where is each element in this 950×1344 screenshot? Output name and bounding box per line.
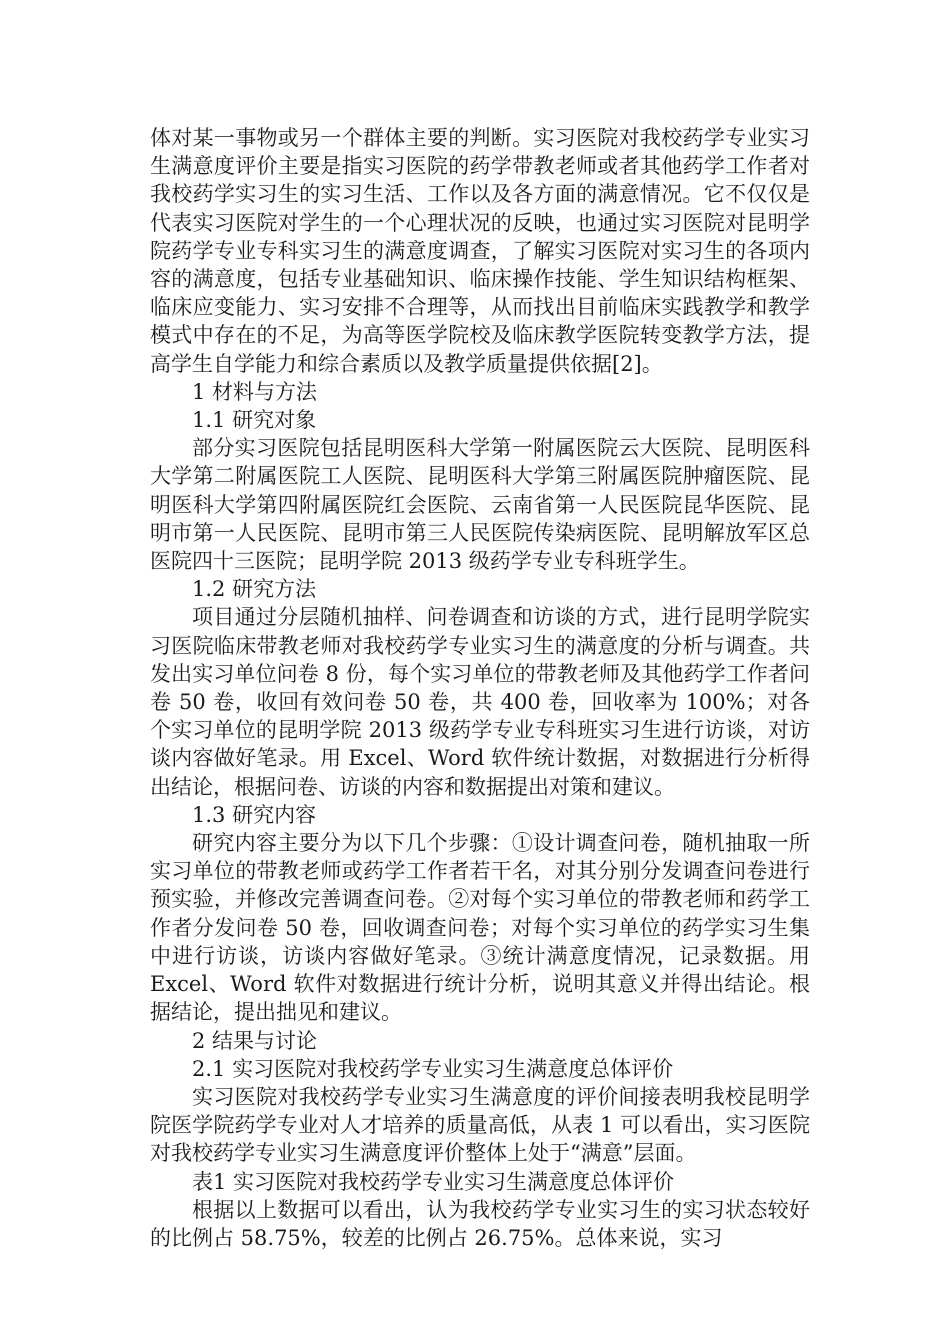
document-page <box>150 124 810 1252</box>
subsection-heading: 1.2 研究方法 <box>192 577 317 602</box>
table-caption: 表1 实习医院对我校药学专业实习生满意度总体评价 <box>192 1169 675 1194</box>
subsection-heading: 1.3 研究内容 <box>192 802 317 827</box>
body-paragraph: 项目通过分层随机抽样、问卷调查和访谈的方式，进行昆明学院实习医院临床带教老师对我校药学专业实习生的满意度的分析与调查。共发出实习单位问卷 8 份，每个实习单位的带教老师及其他药学工作者问卷 50 卷，收回有效问卷 50 卷，共 400 卷，回收率为 100%；对各个实习单位的昆明学院 2013 级药学专业专科班实习生进行访谈，对访谈内容做好笔录。用 Excel、Word 软件统计数据，对数据进行分析得出结论，根据问卷、访谈的内容和数据提出对策和建议。 <box>150 605 810 799</box>
subsection-heading: 2.1 实习医院对我校药学专业实习生满意度总体评价 <box>192 1056 674 1081</box>
section-heading: 2 结果与讨论 <box>192 1028 318 1053</box>
body-paragraph: 部分实习医院包括昆明医科大学第一附属医院云大医院、昆明医科大学第二附属医院工人医院、昆明医科大学第三附属医院肿瘤医院、昆明医科大学第四附属医院红会医院、云南省第一人民医院昆华医院、昆明市第一人民医院、昆明市第三人民医院传染病医院、昆明解放军区总医院四十三医院；昆明学院 2013 级药学专业专科班学生。 <box>150 436 810 574</box>
body-paragraph: 体对某一事物或另一个群体主要的判断。实习医院对我校药学专业实习生满意度评价主要是指实习医院的药学带教老师或者其他药学工作者对我校药学实习生的实习生活、工作以及各方面的满意情况。它不仅仅是代表实习医院对学生的一个心理状况的反映，也通过实习医院对昆明学院药学专业专科实习生的满意度调查，了解实习医院对实习生的各项内容的满意度，包括专业基础知识、临床操作技能、学生知识结构框架、临床应变能力、实习安排不合理等，从而找出目前临床实践教学和教学模式中存在的不足，为高等医学院校及临床教学医院转变教学方法，提高学生自学能力和综合素质以及教学质量提供依据[2]。 <box>150 126 810 376</box>
subsection-heading: 1.1 研究对象 <box>192 408 317 433</box>
body-paragraph: 实习医院对我校药学专业实习生满意度的评价间接表明我校昆明学院医学院药学专业对人才培养的质量高低，从表 1 可以看出，实习医院对我校药学专业实习生满意度评价整体上处于“满意”层面。 <box>150 1084 810 1166</box>
body-paragraph: 根据以上数据可以看出，认为我校药学专业实习生的实习状态较好的比例占 58.75%，较差的比例占 26.75%。总体来说，实习 <box>150 1197 810 1250</box>
body-paragraph: 研究内容主要分为以下几个步骤：①设计调查问卷，随机抽取一所实习单位的带教老师或药学工作者若干名，对其分别分发调查问卷进行预实验，并修改完善调查问卷。②对每个实习单位的带教老师和药学工作者分发问卷 50 卷，回收调查问卷；对每个实习单位的药学实习生集中进行访谈，访谈内容做好笔录。③统计满意度情况，记录数据。用 Excel、Word 软件对数据进行统计分析，说明其意义并得出结论。根据结论，提出拙见和建议。 <box>150 831 810 1025</box>
section-heading: 1 材料与方法 <box>192 379 318 404</box>
